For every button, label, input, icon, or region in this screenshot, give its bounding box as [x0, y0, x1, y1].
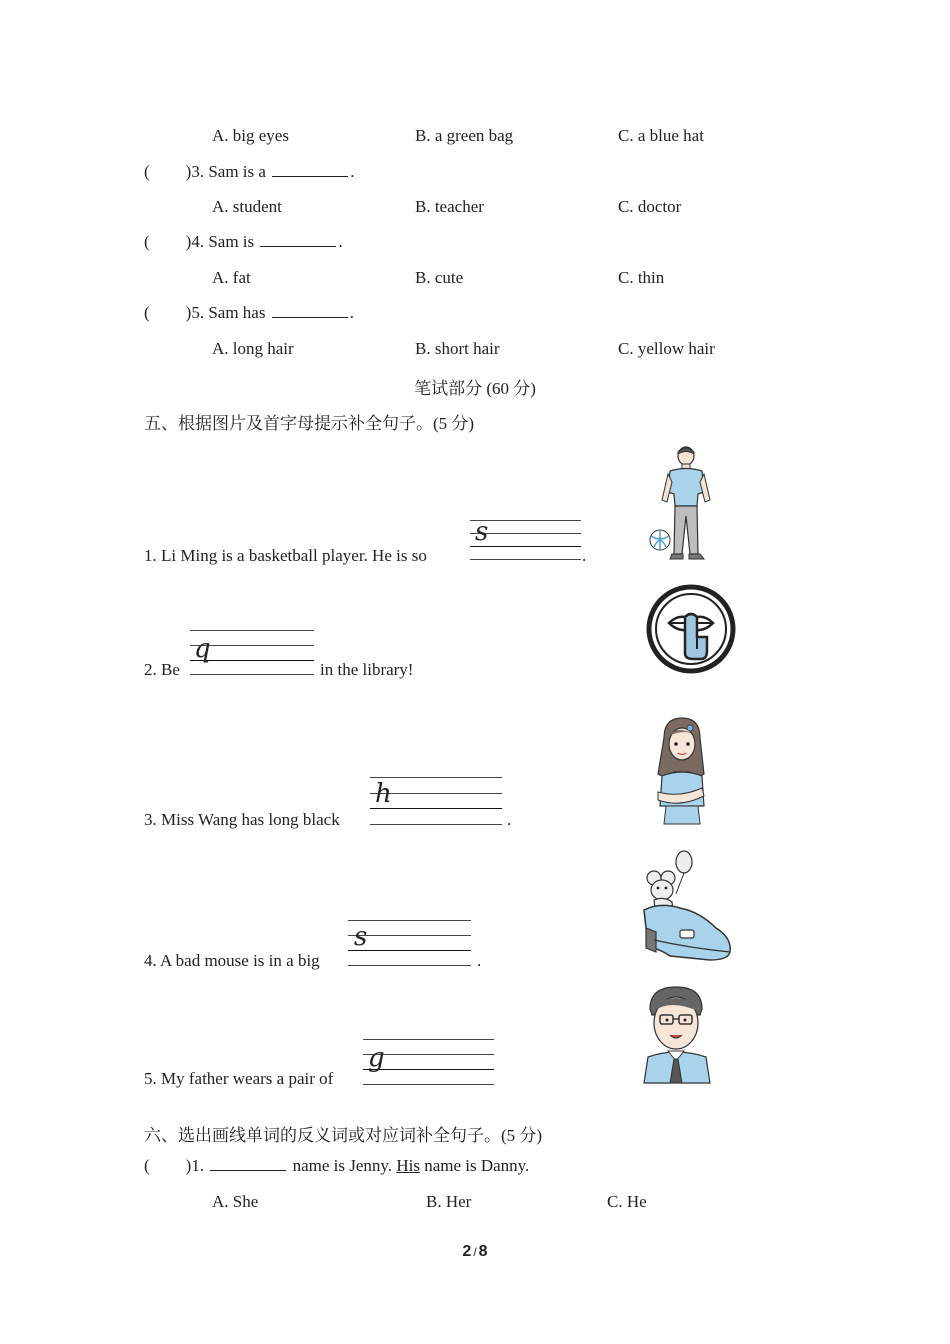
section-6-heading: 六、选出画线单词的反义词或对应词补全句子。(5 分) [144, 1126, 543, 1145]
tall-man-with-ball-icon [648, 444, 718, 564]
s5-item-1-hint-letter: s [475, 517, 489, 547]
q3-end: . [350, 162, 355, 181]
q2-option-c: C. a blue hat [618, 126, 704, 145]
s5-item-4-before: 4. A bad mouse is in a big [144, 951, 320, 970]
s5-item-3-after: . [507, 810, 512, 829]
s5-item-1-before: 1. Li Ming is a basketball player. He is so [144, 546, 427, 565]
q4-blank [260, 245, 336, 247]
man-with-glasses-icon [640, 985, 716, 1085]
s6-q1-open-paren: ( [144, 1156, 150, 1175]
q4-open-paren: ( [144, 232, 150, 251]
s5-item-1-after: . [582, 546, 587, 565]
q5-option-b: B. short hair [415, 339, 500, 358]
q4-text: )4. Sam is [185, 232, 255, 251]
page-total: 8 [478, 1243, 488, 1260]
q5-option-c: C. yellow hair [618, 339, 715, 358]
question-3 [144, 162, 354, 182]
q3-blank [272, 175, 348, 177]
q5-option-a: A. long hair [212, 339, 294, 358]
s6-q1-underlined-word: His [396, 1156, 420, 1175]
s5-item-2-after: in the library! [320, 660, 414, 679]
q5-blank [272, 316, 348, 318]
q5-text: )5. Sam has [185, 303, 266, 322]
s5-item-2-hint-letter: q [194, 634, 211, 664]
s6-q1-number: )1. [185, 1156, 205, 1175]
s5-item-2-before: 2. Be [144, 660, 180, 679]
q2-option-a: A. big eyes [212, 126, 289, 145]
q3-option-c: C. doctor [618, 197, 682, 216]
s6-q1-blank [210, 1169, 286, 1171]
s5-item-4-writing-lines [348, 920, 471, 966]
s6-q1-end: name is Danny. [424, 1156, 530, 1175]
s5-item-5-writing-lines [363, 1039, 494, 1085]
s5-item-5-hint-letter: g [368, 1043, 385, 1073]
q3-text: )3. Sam is a [185, 162, 266, 181]
quiet-sign-icon [645, 583, 737, 675]
q4-option-c: C. thin [618, 268, 665, 287]
q5-end: . [349, 303, 354, 322]
q2-option-b: B. a green bag [415, 126, 514, 145]
s5-item-2-writing-lines [190, 630, 314, 675]
s5-item-5-before: 5. My father wears a pair of [144, 1069, 334, 1088]
q5-open-paren: ( [144, 303, 150, 322]
s6-q1-mid: name is Jenny. [292, 1156, 393, 1175]
mouse-in-shoe-icon [640, 848, 736, 966]
s6-q1-option-c: C. He [607, 1192, 647, 1211]
s5-item-1-writing-lines [470, 517, 581, 562]
q3-open-paren: ( [144, 162, 150, 181]
question-4 [144, 232, 343, 252]
s5-item-3-hint-letter: h [375, 779, 392, 809]
s5-item-3-before: 3. Miss Wang has long black [144, 810, 340, 829]
page-current: 2 [462, 1243, 472, 1260]
girl-long-hair-icon [650, 716, 710, 826]
section-5-heading: 五、根据图片及首字母提示补全句子。(5 分) [144, 414, 475, 433]
s6-q1-option-b: B. Her [426, 1192, 472, 1211]
q3-option-a: A. student [212, 197, 282, 216]
page-number: 2 / 8 [462, 1243, 488, 1260]
question-5 [144, 303, 354, 323]
written-part-title: 笔试部分 (60 分) [414, 379, 536, 398]
s5-item-4-after: . [477, 951, 482, 970]
s5-item-3-writing-lines [370, 777, 502, 825]
q4-option-a: A. fat [212, 268, 251, 287]
q3-option-b: B. teacher [415, 197, 484, 216]
q4-option-b: B. cute [415, 268, 464, 287]
s6-q1-option-a: A. She [212, 1192, 259, 1211]
s5-item-4-hint-letter: s [354, 922, 368, 952]
q4-end: . [338, 232, 343, 251]
s6-question-1 [144, 1156, 529, 1176]
